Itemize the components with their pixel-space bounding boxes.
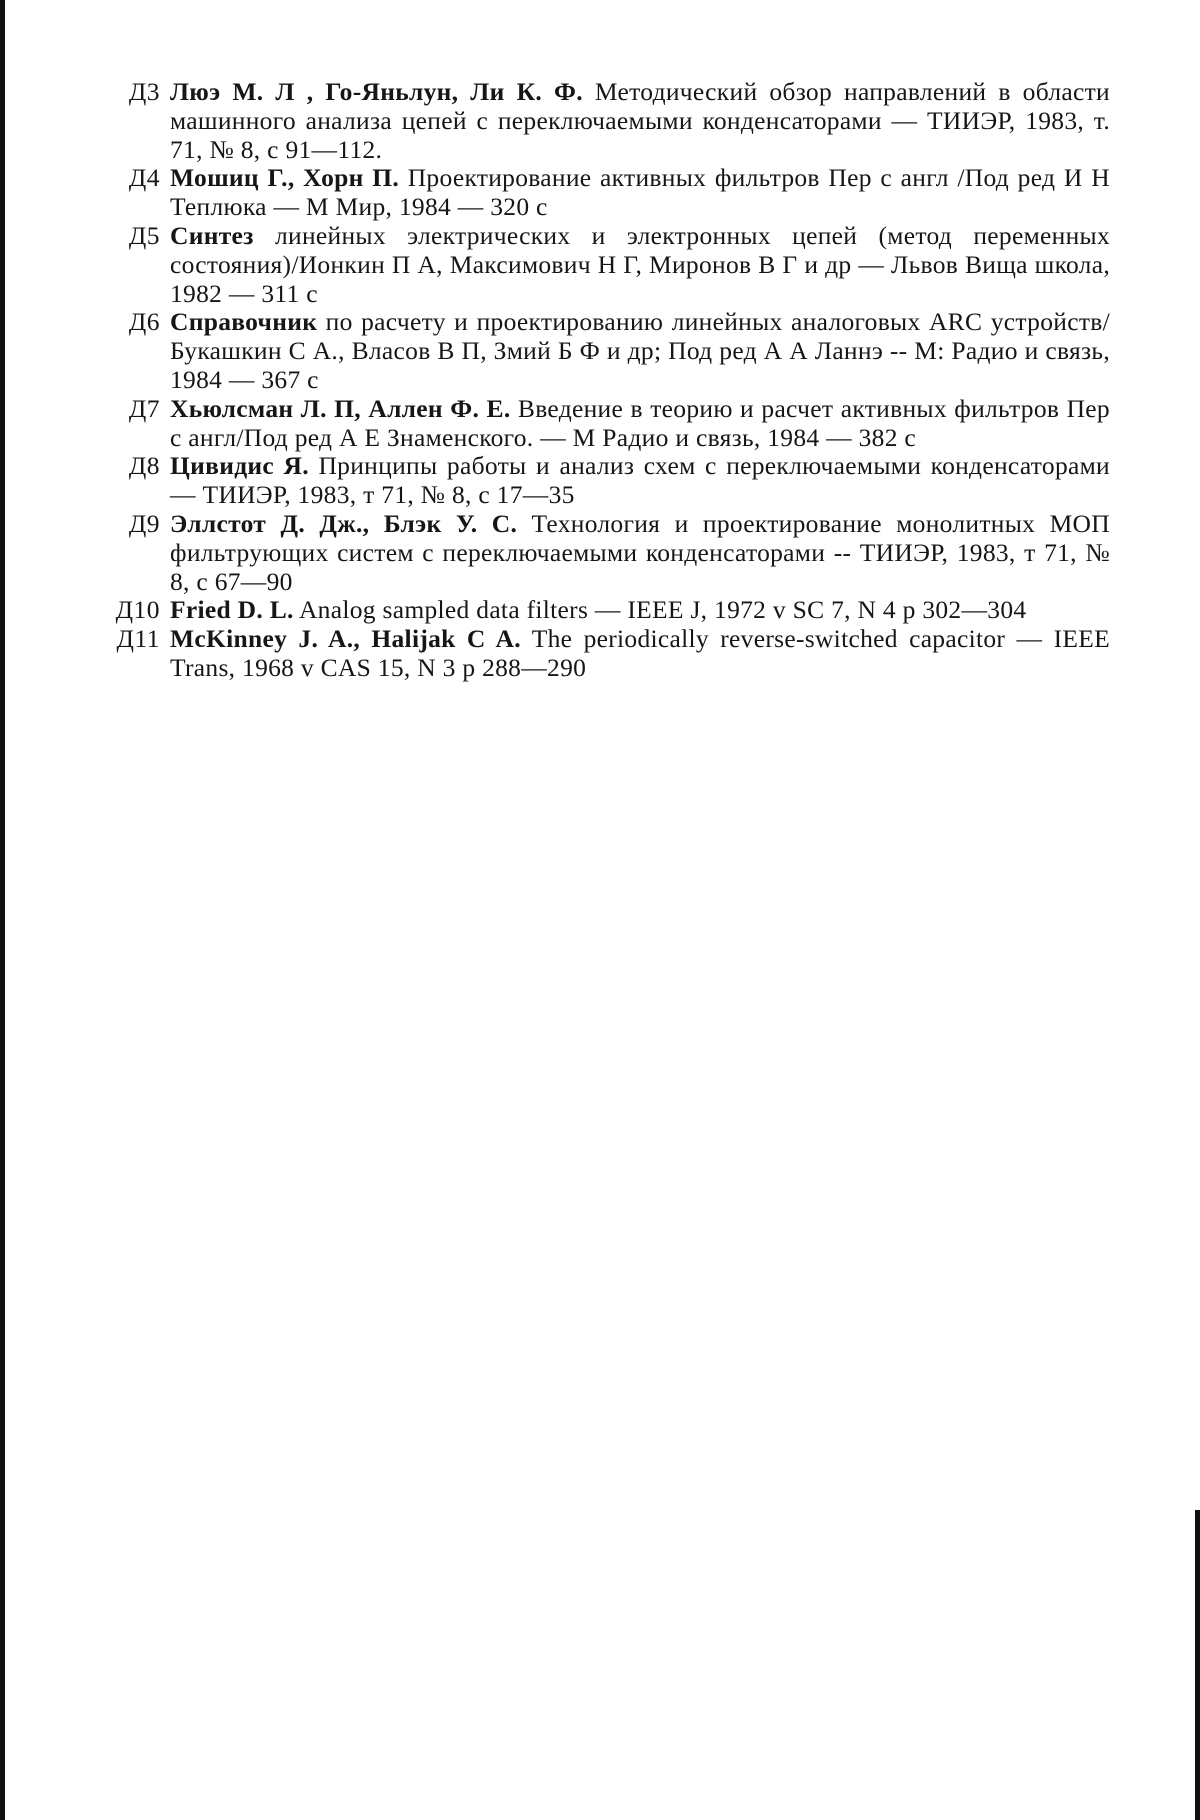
reference-body: Проектирование активных фильтров Пер с англ /Под ред И Н Теплюка — М Мир, 1984 — 320 с: [170, 163, 1110, 222]
reference-number: Д8: [128, 451, 160, 481]
reference-authors: Хьюлсман Л. П, Аллен Ф. Е.: [170, 393, 511, 423]
reference-body: Введение в теорию и расчет активных фильтров Пер с англ/Под ред А Е Знаменского. — М Радио и связь, 1984 — 382 с: [170, 393, 1110, 452]
reference-text: [170, 395, 1110, 453]
reference-number: Д11: [116, 624, 160, 654]
reference-text: [170, 625, 1110, 683]
page-right-edge: [1195, 1510, 1200, 1820]
reference-text: [170, 78, 1110, 164]
reference-number: Д7: [128, 393, 160, 423]
reference-item: [80, 222, 1110, 308]
reference-body: линейных электрических и электронных цепей (метод переменных состояния)/Ионкин П А, Максимович Н Г, Миронов В Г и др — Львов Вища школа, 1982 — 311 с: [170, 220, 1110, 308]
reference-list: [80, 78, 1110, 683]
reference-number: Д9: [128, 508, 160, 538]
reference-number: Д5: [128, 220, 160, 250]
page-left-edge: [0, 0, 5, 1820]
reference-number: Д3: [128, 77, 160, 106]
reference-text: [170, 308, 1110, 394]
reference-item: [80, 78, 1110, 164]
reference-authors: Цивидис Я.: [170, 451, 309, 481]
reference-item: [80, 308, 1110, 394]
reference-number: Д6: [128, 307, 160, 337]
reference-authors: Справочник: [170, 307, 318, 337]
reference-text: [170, 596, 1110, 625]
reference-item: [80, 510, 1110, 596]
reference-authors: Синтез: [170, 220, 254, 250]
reference-text: [170, 510, 1110, 596]
reference-body: Технология и проектирование монолитных МОП фильтрующих систем с переключаемыми конденсаторами -- ТИИЭР, 1983, т 71, № 8, с 67—90: [170, 508, 1110, 596]
reference-authors: McKinney J. A., Halijak C A.: [170, 624, 521, 654]
reference-text: [170, 222, 1110, 308]
reference-authors: Люэ М. Л , Го-Яньлун, Ли К. Ф.: [170, 77, 583, 106]
reference-item: [80, 395, 1110, 453]
reference-authors: Эллстот Д. Дж., Блэк У. С.: [170, 508, 518, 538]
reference-number: Д4: [128, 163, 160, 193]
reference-body: Analog sampled data filters — IEEE J, 1972 v SC 7, N 4 p 302—304: [293, 595, 1027, 625]
reference-authors: Fried D. L.: [170, 595, 294, 625]
reference-body: Принципы работы и анализ схем с переключаемыми конденсаторами — ТИИЭР, 1983, т 71, № 8, с 17—35: [170, 451, 1110, 510]
reference-item: [80, 164, 1110, 222]
reference-text: [170, 164, 1110, 222]
reference-body: The periodically reverse-switched capacitor — IEEE Trans, 1968 v CAS 15, N 3 p 288—290: [170, 624, 1110, 682]
reference-item: [80, 596, 1110, 625]
reference-item: [80, 625, 1110, 683]
reference-item: [80, 452, 1110, 510]
reference-body: Методический обзор направлений в области машинного анализа цепей с переключаемыми конденсаторами — ТИИЭР, 1983, т. 71, № 8, с 91—112.: [170, 77, 1110, 164]
reference-text: [170, 452, 1110, 510]
reference-authors: Мошиц Г., Хорн П.: [170, 163, 400, 193]
reference-number: Д10: [115, 595, 160, 625]
reference-body: по расчету и проектированию линейных аналоговых ARC устройств/Букашкин С А., Власов В П, Змий Б Ф и др; Под ред А А Ланнэ -- М: Радио и связь, 1984 — 367 с: [170, 307, 1110, 394]
